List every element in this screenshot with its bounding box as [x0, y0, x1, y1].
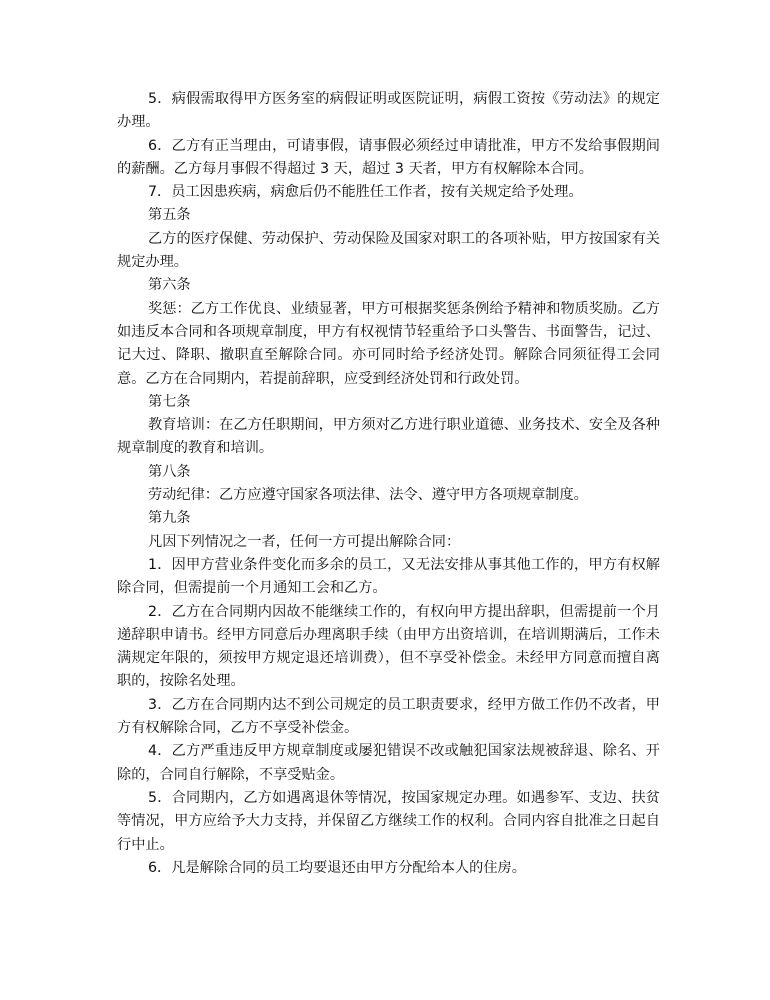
article-7-body: 教育培训：在乙方任职期间，甲方须对乙方进行职业道德、业务技术、安全及各种规章制度的教育和培训。 — [117, 417, 660, 457]
paragraph-sick-leave: 5．病假需取得甲方医务室的病假证明或医院证明，病假工资按《劳动法》的规定办理。 — [117, 91, 660, 131]
article-8-body: 劳动纪律：乙方应遵守国家各项法律、法令、遵守甲方各项规章制度。 — [148, 487, 588, 504]
article-8-heading: 第八条 — [148, 463, 191, 480]
paragraph-personal-leave: 6．乙方有正当理由，可请事假，请事假必须经过申请批准，甲方不发给事假期间的薪酬。乙方每月事假不得超过 3 天，超过 3 天者，甲方有权解除本合同。 — [117, 137, 660, 177]
article-9-item-1: 1．因甲方营业条件变化而多余的员工，又无法安排从事其他工作的，甲方有权解除合同，但需提前一个月通知工会和乙方。 — [117, 556, 660, 597]
article-5-body: 乙方的医疗保健、劳动保护、劳动保险及国家对职工的各项补贴，甲方按国家有关规定办理。 — [117, 230, 660, 271]
article-9-heading: 第九条 — [148, 510, 191, 527]
article-9-item-5: 5．合同期内，乙方如遇离退休等情况，按国家规定办理。如遇参军、支边、扶贫等情况，甲方应给予大力支持，并保留乙方继续工作的权利。合同内容自批准之日起自行中止。 — [117, 789, 660, 853]
article-9-item-2: 2．乙方在合同期内因故不能继续工作的，有权向甲方提出辞职，但需提前一个月递辞职申请书。经甲方同意后办理离职手续（由甲方出资培训，在培训期满后，工作未满规定年限的，须按甲方规定退还培训费），但不享受补偿金。未经甲方同意而擅自离职的，按除名处理。 — [117, 603, 660, 690]
article-5-heading: 第五条 — [148, 207, 191, 224]
article-7-heading: 第七条 — [148, 393, 191, 410]
article-6-body: 奖惩：乙方工作优良、业绩显著，甲方可根据奖惩条例给予精神和物质奖励。乙方如违反本合同和各项规章制度，甲方有权视情节轻重给予口头警告、书面警告，记过、记大过、降职、撤职直至解除合同。亦可同时给予经济处罚。解除合同须征得工会同意。乙方在合同期内，若提前辞职，应受到经济处罚和行政处罚。 — [117, 300, 660, 387]
paragraph-illness: 7．员工因患疾病，病愈后仍不能胜任工作者，按有关规定给予处理。 — [148, 184, 583, 201]
article-9-item-3: 3．乙方在合同期内达不到公司规定的员工职责要求，经甲方做工作仍不改者，甲方有权解除合同，乙方不享受补偿金。 — [117, 696, 660, 737]
article-9-intro: 凡因下列情况之一者，任何一方可提出解除合同： — [148, 533, 461, 550]
document-page — [117, 88, 660, 880]
article-9-item-6: 6．凡是解除合同的员工均要退还由甲方分配给本人的住房。 — [148, 859, 526, 876]
article-6-heading: 第六条 — [148, 277, 191, 294]
article-9-item-4: 4．乙方严重违反甲方规章制度或屡犯错误不改或触犯国家法规被辞退、除名、开除的，合同自行解除，不享受贴金。 — [117, 743, 660, 783]
